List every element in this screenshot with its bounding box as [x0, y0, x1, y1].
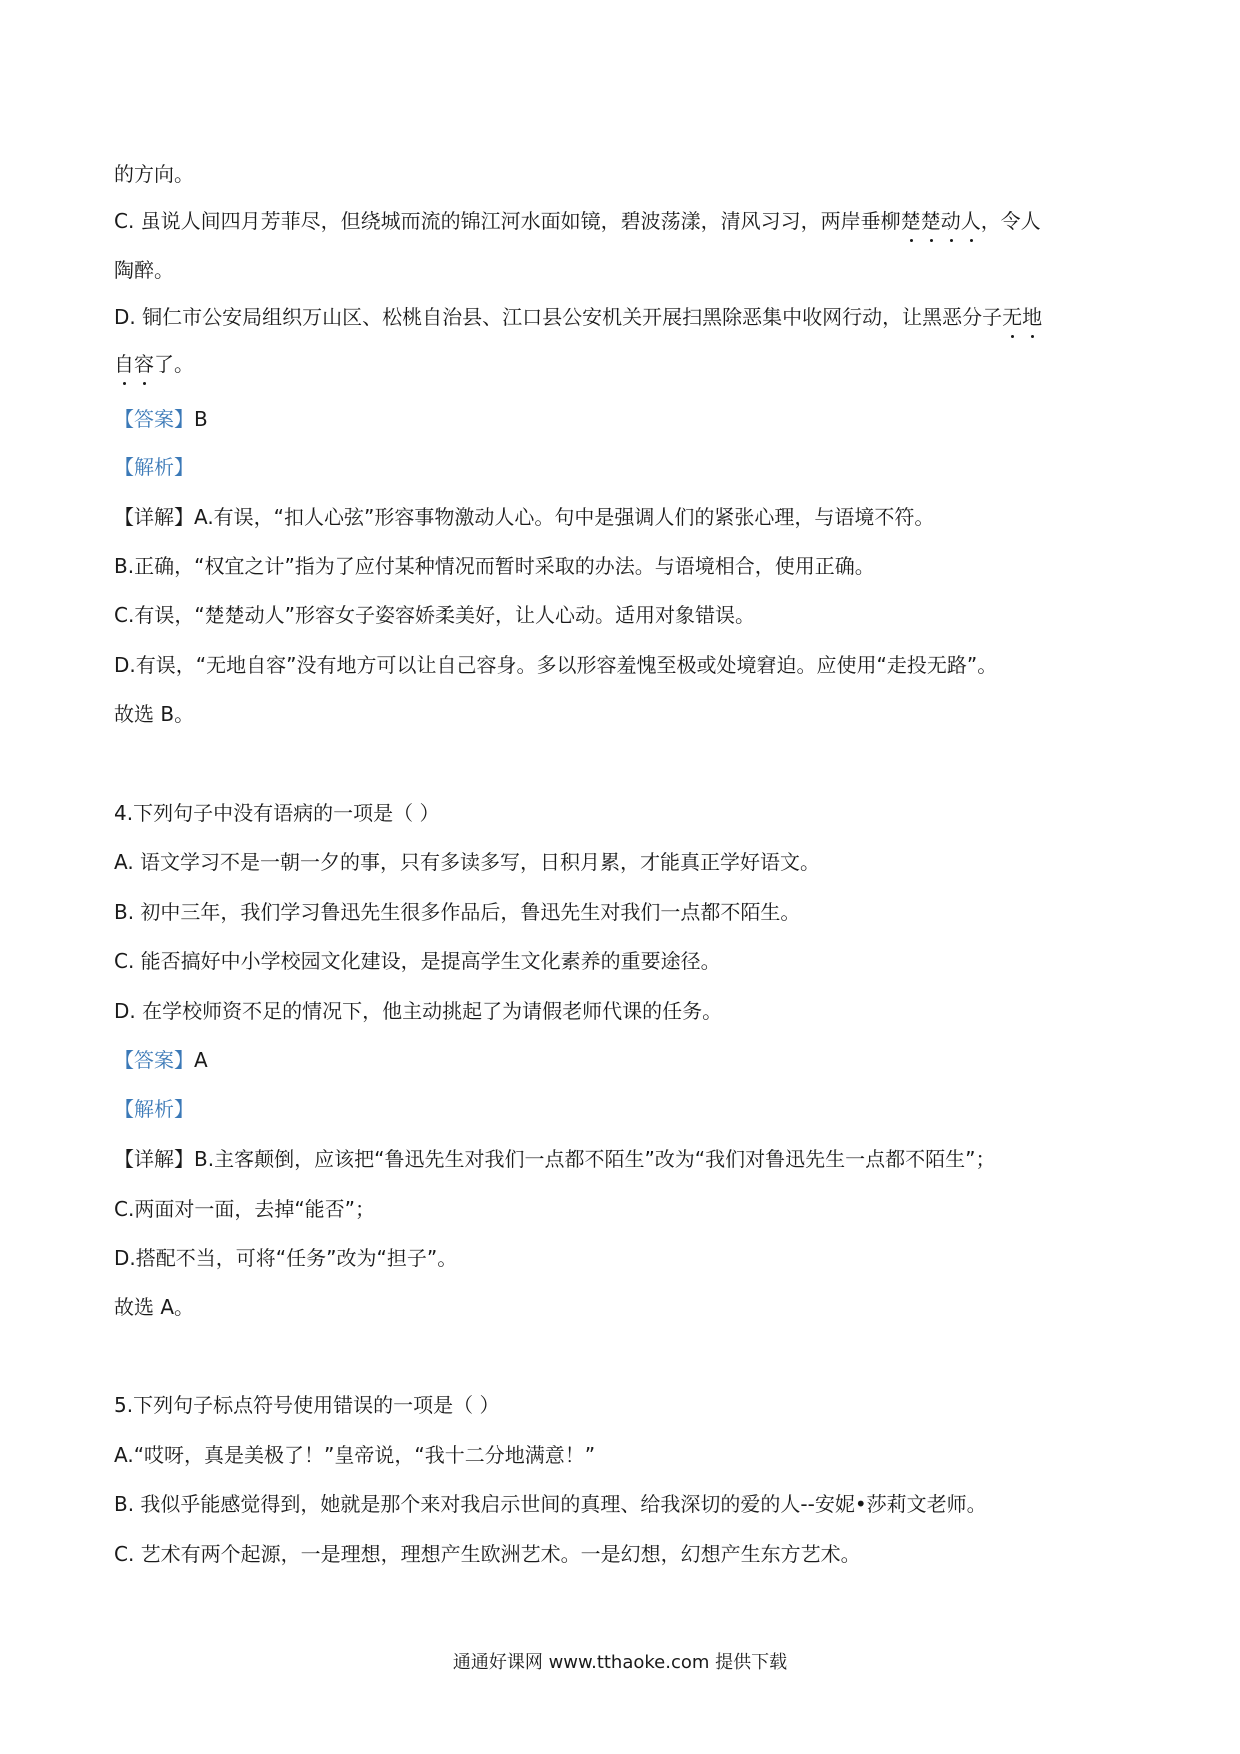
q5-option: A.“哎呀，真是美极了！”皇帝说，“我十二分地满意！”: [114, 1443, 596, 1467]
q3-option-c-text-end: ，令人: [980, 209, 1041, 233]
q3-detail-line: D.有误，“无地自容”没有地方可以让自己容身。多以形容羞愧至极或处境窘迫。应使用“走投无路”。: [114, 653, 998, 677]
emphasis-char: 动: [940, 209, 961, 233]
emphasis-char: 地: [1022, 305, 1043, 329]
q4-option: A. 语文学习不是一朝一夕的事，只有多读多写，日积月累，才能真正学好语文。: [114, 850, 821, 874]
q3-conclusion: 故选 B。: [114, 702, 195, 726]
q5-option: B. 我似乎能感觉得到，她就是那个来对我启示世间的真理、给我深切的爱的人--安妮•莎莉文老师。: [114, 1492, 987, 1516]
q3-option-c-tail: 陶醉。: [114, 258, 174, 282]
q4-option: B. 初中三年，我们学习鲁迅先生很多作品后，鲁迅先生对我们一点都不陌生。: [114, 900, 801, 924]
q5-question: 5.下列句子标点符号使用错误的一项是（ ）: [114, 1393, 500, 1417]
q3-option-d-text: D. 铜仁市公安局组织万山区、松桃自治县、江口县公安机关开展扫黑除恶集中收网行动，让黑恶分子: [114, 305, 1003, 329]
q4-option: C. 能否搞好中小学校园文化建设，是提高学生文化素养的重要途径。: [114, 949, 721, 973]
q5-option: C. 艺术有两个起源，一是理想，理想产生欧洲艺术。一是幻想，幻想产生东方艺术。: [114, 1542, 861, 1566]
q3-option-c: [114, 207, 1041, 235]
answer-value: B: [194, 407, 208, 431]
emphasis-char: 楚: [920, 209, 941, 233]
emphasis-char: 无: [1002, 305, 1023, 329]
q4-option: D. 在学校师资不足的情况下，他主动挑起了为请假老师代课的任务。: [114, 999, 723, 1023]
q3-detail-line: 【详解】A.有误，“扣人心弦”形容事物激动人心。句中是强调人们的紧张心理，与语境不符。: [114, 505, 935, 529]
q4-analysis-tag: 【解析】: [114, 1097, 194, 1121]
emphasis-char: 自: [114, 352, 134, 376]
q3-detail-line: C.有误，“楚楚动人”形容女子姿容娇柔美好，让人心动。适用对象错误。: [114, 603, 756, 627]
q4-detail-line: D.搭配不当，可将“任务”改为“担子”。: [114, 1246, 458, 1270]
q4-detail-line: 【详解】B.主客颠倒，应该把“鲁迅先生对我们一点都不陌生”改为“我们对鲁迅先生一点都不陌生”；: [114, 1147, 996, 1171]
q3-detail-line: B.正确，“权宜之计”指为了应付某种情况而暂时采取的办法。与语境相合，使用正确。: [114, 554, 875, 578]
q4-question: 4.下列句子中没有语病的一项是（ ）: [114, 801, 440, 825]
answer-tag: 【答案】: [114, 407, 194, 431]
answer-tag: 【答案】: [114, 1048, 194, 1072]
q4-conclusion: 故选 A。: [114, 1295, 195, 1319]
q3-option-d-tail: [114, 350, 194, 378]
q3-option-b-tail: 的方向。: [114, 162, 194, 186]
emphasis-char: 容: [134, 352, 154, 376]
emphasis-char: 人: [960, 209, 981, 233]
q4-answer: [114, 1046, 208, 1074]
q3-option-d-end: 了。: [154, 352, 194, 376]
q3-analysis-tag: 【解析】: [114, 455, 194, 479]
emphasis-char: 楚: [900, 209, 921, 233]
page-footer: 通通好课网 www.tthaoke.com 提供下载: [452, 1652, 788, 1673]
q3-option-d: [114, 303, 1042, 331]
answer-value: A: [194, 1048, 208, 1072]
q3-answer: [114, 405, 208, 433]
q3-option-c-text: C. 虽说人间四月芳菲尽，但绕城而流的锦江河水面如镜，碧波荡漾，清风习习，两岸垂柳: [114, 209, 901, 233]
q4-detail-line: C.两面对一面，去掉“能否”；: [114, 1197, 376, 1221]
